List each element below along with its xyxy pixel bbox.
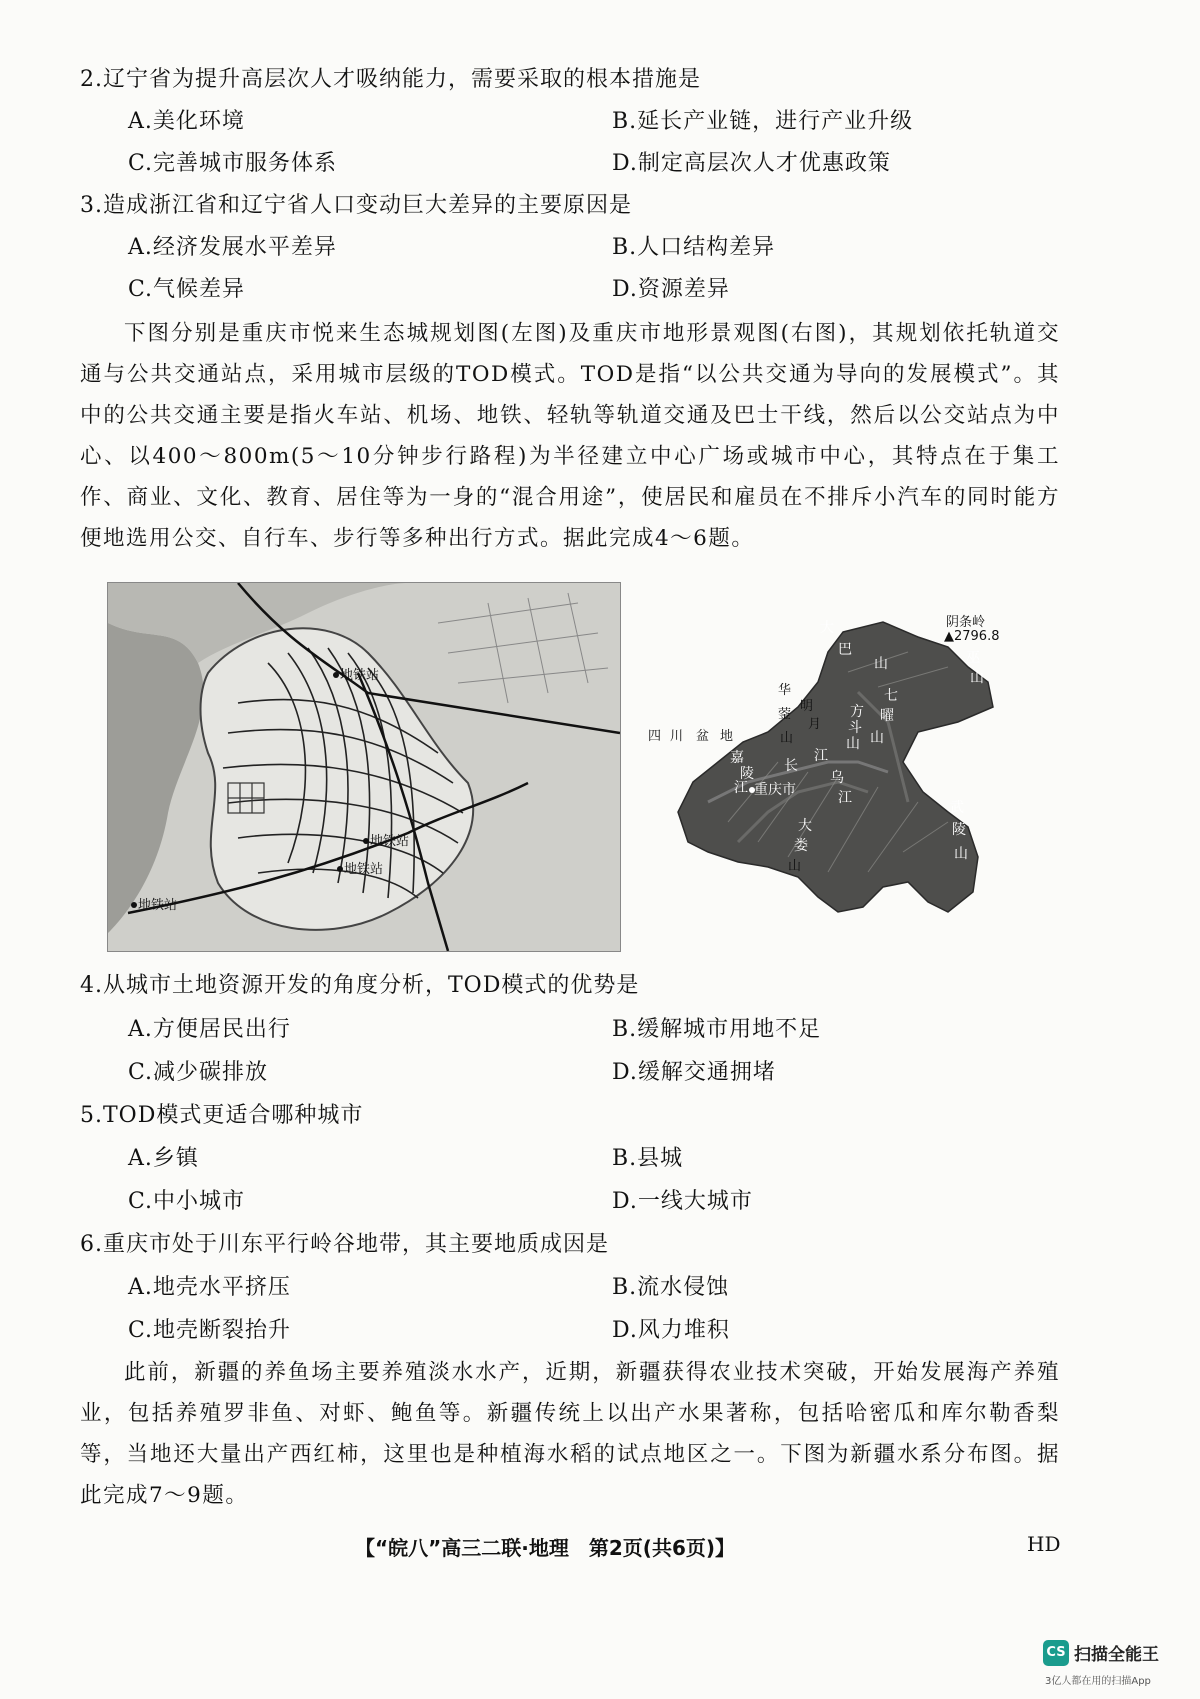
question-5-option-c: C.中小城市 — [128, 1189, 246, 1214]
camscanner-name: 扫描全能王 — [1074, 1645, 1159, 1665]
mingyue-label: 明 — [800, 699, 814, 714]
question-2-option-b: B.延长产业链，进行产业升级 — [612, 109, 914, 134]
fangdoushan-label: 斗 — [848, 720, 862, 736]
planning-map-graphic — [108, 583, 620, 951]
question-2-stem: 2.辽宁省为提升高层次人才吸纳能力，需要采取的根本措施是 — [80, 67, 701, 92]
qiyaoshan-label: 七 — [884, 688, 898, 704]
station-label: 地铁站 — [344, 862, 384, 877]
question-6-stem: 6.重庆市处于川东平行岭谷地带，其主要地质成因是 — [80, 1232, 609, 1257]
question-6-option-b: B.流水侵蚀 — [612, 1275, 730, 1300]
fangdoushan-label: 山 — [846, 736, 860, 752]
footer-code: HD — [1027, 1532, 1061, 1556]
question-2-option-a: A.美化环境 — [128, 109, 245, 134]
daloushan-label: 山 — [788, 859, 802, 874]
passage-xinjiang: 此前，新疆的养鱼场主要养殖淡水水产，近期，新疆获得农业技术突破，开始发展海产养殖业，包括养殖罗非鱼、对虾、鲍鱼等。新疆传统上以出产水果著称，包括哈密瓜和库尔勒香梨等，当地还大量出产西红柿，这里也是种植海水稻的试点地区之一。下图为新疆水系分布图。据此完成7～9题。 — [80, 1360, 1060, 1508]
changjiang-label: 长 — [784, 758, 798, 774]
station-label: 地铁站 — [370, 834, 410, 849]
question-6-option-d: D.风力堆积 — [612, 1318, 730, 1343]
question-4-stem: 4.从城市土地资源开发的角度分析，TOD模式的优势是 — [80, 973, 640, 998]
sichuan-basin-label: 地 — [720, 729, 734, 744]
jialingjiang-label: 江 — [734, 780, 748, 796]
dabashan-label: 山 — [874, 656, 888, 672]
jialingjiang-label: 陵 — [740, 766, 754, 782]
dabashan-label: 大 — [820, 620, 834, 636]
question-4-option-d: D.缓解交通拥堵 — [612, 1060, 776, 1085]
question-3-option-d: D.资源差异 — [612, 277, 730, 302]
wujiang-label: 江 — [838, 790, 852, 806]
huayingshan-label: 山 — [780, 731, 794, 746]
question-5-stem: 5.TOD模式更适合哪种城市 — [80, 1103, 364, 1128]
question-2-option-c: C.完善城市服务体系 — [128, 151, 338, 176]
yuelai-planning-map — [107, 582, 621, 952]
sichuan-basin-label: 盆 — [696, 729, 710, 744]
mingyue-label: 月 — [808, 717, 822, 732]
qiyaoshan-label: 曜 — [880, 708, 894, 724]
question-5-option-d: D.一线大城市 — [612, 1189, 753, 1214]
wujiang-label: 乌 — [830, 770, 844, 786]
question-6-option-c: C.地壳断裂抬升 — [128, 1318, 292, 1343]
sichuan-basin-label: 四 — [648, 729, 662, 744]
question-5-option-b: B.县城 — [612, 1146, 684, 1171]
station-label: 地铁站 — [138, 898, 178, 913]
wulingshan-label: 陵 — [952, 822, 966, 838]
peak-elevation: ▲2796.8 — [944, 629, 1000, 644]
station-label: 地铁站 — [340, 668, 380, 683]
question-3-option-b: B.人口结构差异 — [612, 235, 776, 260]
camscanner-logo-icon: CS — [1043, 1640, 1069, 1666]
changjiang-label: 江 — [814, 748, 828, 764]
sichuan-basin-label: 川 — [670, 729, 684, 744]
camscanner-tagline: 3亿人都在用的扫描App — [1045, 1676, 1151, 1687]
daloushan-label: 大 — [798, 818, 812, 834]
passage-tod: 下图分别是重庆市悦来生态城规划图(左图)及重庆市地形景观图(右图)，其规划依托轨道交通与公共交通站点，采用城市层级的TOD模式。TOD是指“以公共交通为导向的发展模式”。其中的公共交通主要是指火车站、机场、地铁、轻轨等轨道交通及巴士干线，然后以公交站点为中心、以400～800m(5～10分钟步行路程)为半径建立中心广场或城市中心，其特点在于集工作、商业、文化、教育、居住等为一身的“混合用途”，使居民和雇员在不排斥小汽车的同时能方便地选用公交、自行车、步行等多种出行方式。据此完成4～6题。 — [80, 321, 1060, 551]
chongqing-city-label: 重庆市 — [754, 782, 796, 798]
question-3-option-a: A.经济发展水平差异 — [128, 235, 337, 260]
page-footer: 【“皖八”高三二联·地理 第2页(共6页)】 — [355, 1536, 735, 1560]
question-4-option-a: A.方便居民出行 — [128, 1017, 291, 1042]
question-5-option-a: A.乡镇 — [128, 1146, 199, 1171]
terrain-map-graphic — [648, 612, 1033, 952]
qiyaoshan-label: 山 — [870, 730, 884, 746]
question-2-option-d: D.制定高层次人才优惠政策 — [612, 151, 891, 176]
question-3-option-c: C.气候差异 — [128, 277, 246, 302]
question-4-option-b: B.缓解城市用地不足 — [612, 1017, 822, 1042]
peak-name: 阴条岭 — [946, 615, 986, 630]
question-4-option-c: C.减少碳排放 — [128, 1060, 269, 1085]
question-3-stem: 3.造成浙江省和辽宁省人口变动巨大差异的主要原因是 — [80, 193, 632, 218]
chongqing-terrain-map — [648, 612, 1033, 952]
daloushan-label: 娄 — [794, 838, 808, 854]
huayingshan-label: 华 — [778, 683, 792, 698]
question-6-option-a: A.地壳水平挤压 — [128, 1275, 291, 1300]
wushan-label: 巫 — [966, 650, 980, 666]
wulingshan-label: 武 — [950, 800, 964, 816]
huayingshan-label: 蓥 — [778, 707, 792, 722]
jialingjiang-label: 嘉 — [730, 750, 744, 766]
wulingshan-label: 山 — [954, 846, 968, 862]
dabashan-label: 巴 — [838, 642, 852, 658]
wushan-label: 山 — [970, 670, 984, 686]
fangdoushan-label: 方 — [850, 704, 864, 720]
